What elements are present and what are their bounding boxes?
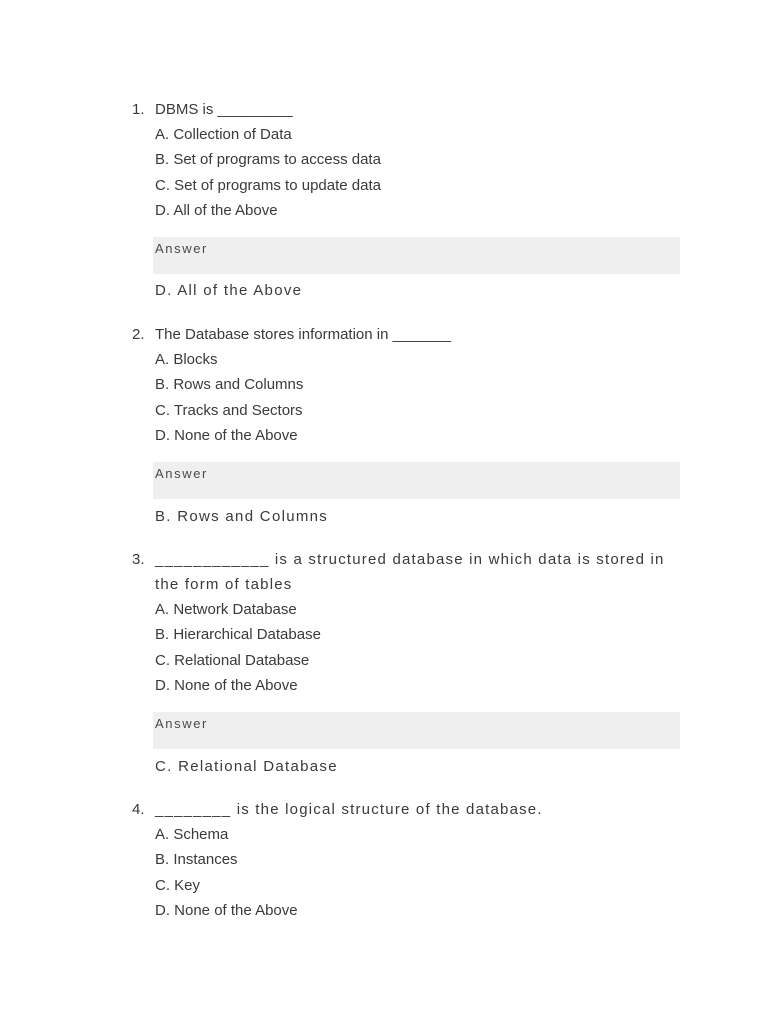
option-a: A. Collection of Data bbox=[155, 126, 292, 143]
question-2 bbox=[0, 322, 768, 448]
option-c: C. Relational Database bbox=[155, 651, 310, 669]
option-c: C. Tracks and Sectors bbox=[155, 401, 303, 419]
option-b: B. Hierarchical Database bbox=[155, 626, 321, 644]
question-number: 3. bbox=[132, 551, 145, 568]
option-c: C. Set of programs to update data bbox=[155, 176, 381, 194]
option-b: B. Instances bbox=[155, 851, 238, 869]
option-d: D. All of the Above bbox=[155, 201, 278, 219]
option-d: D. None of the Above bbox=[155, 901, 298, 919]
question-number: 2. bbox=[132, 326, 145, 343]
answer-header[interactable] bbox=[153, 237, 680, 274]
option-c: C. Key bbox=[155, 876, 201, 894]
question-text: ________ is the logical structure of the database. bbox=[155, 801, 543, 818]
answer-header[interactable] bbox=[153, 462, 680, 499]
question-1 bbox=[0, 97, 768, 223]
question-text: The Database stores information in _______ bbox=[155, 326, 452, 343]
question-stem bbox=[0, 97, 768, 122]
answer-label: Answer bbox=[155, 241, 208, 256]
answer-label: Answer bbox=[155, 716, 208, 731]
question-stem bbox=[0, 797, 768, 822]
answer-label: Answer bbox=[155, 466, 208, 481]
answer-header[interactable] bbox=[153, 712, 680, 749]
option-a: A. Schema bbox=[155, 826, 229, 843]
option-d: D. None of the Above bbox=[155, 426, 298, 444]
question-3 bbox=[0, 547, 768, 698]
question-text: DBMS is _________ bbox=[155, 101, 293, 118]
option-d: D. None of the Above bbox=[155, 676, 298, 694]
option-b: B. Rows and Columns bbox=[155, 376, 304, 394]
option-b: B. Set of programs to access data bbox=[155, 151, 381, 169]
question-number: 1. bbox=[132, 101, 145, 118]
answer-text: D. All of the Above bbox=[155, 282, 303, 299]
question-stem bbox=[0, 322, 768, 347]
answer-text: C. Relational Database bbox=[155, 758, 338, 775]
answer-text: B. Rows and Columns bbox=[155, 508, 329, 525]
question-stem bbox=[0, 547, 768, 597]
question-text: ____________ is a structured database in which data is stored in the form of tables bbox=[155, 551, 665, 593]
option-a: A. Network Database bbox=[155, 601, 297, 618]
question-number: 4. bbox=[132, 801, 145, 818]
option-a: A. Blocks bbox=[155, 351, 218, 368]
question-4 bbox=[0, 797, 768, 923]
